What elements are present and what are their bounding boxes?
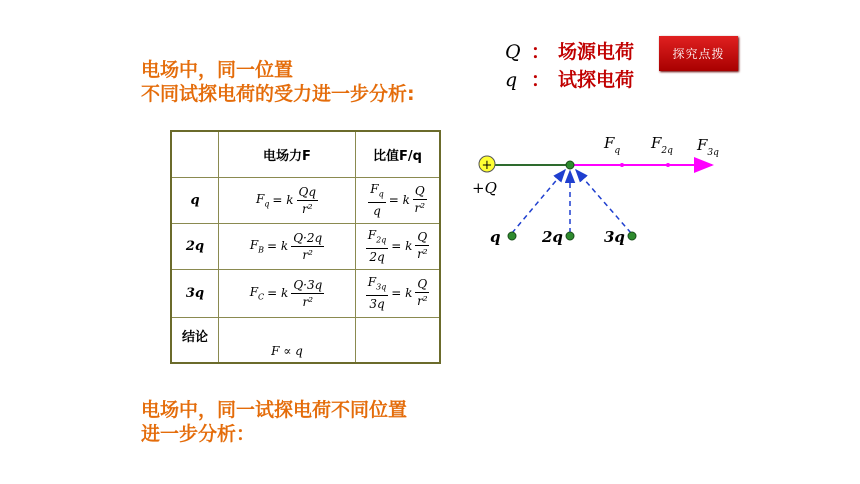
force-label [603,134,620,156]
equals-k: = k [267,286,289,300]
symbol-q: q [505,69,518,91]
charge-label: 2q [542,228,563,246]
force-symbol: F [249,237,259,252]
ratio-rhs-denominator: r² [417,294,428,309]
equals-k: = k [388,192,410,207]
force-numerator: Qq [298,184,317,199]
charge-label: q [490,228,501,246]
force-symbol: F [249,284,259,299]
row-label: q [171,177,219,223]
force-label-main: F [651,134,662,152]
legend-test-label: 试探电荷 [558,69,635,91]
legend-colon: ： [531,69,551,91]
heading-line: 不同试探电荷的受力进一步分析: [141,83,415,105]
force-label [650,134,673,156]
ratio-rhs-denominator: r² [417,247,428,262]
symbol-Q: Q [505,41,521,63]
force-numerator: Q·3q [293,277,323,292]
heading-line: 进一步分析： [141,423,256,445]
dashed-move-arrow [512,170,565,233]
ratio-force-subscript: 2q [376,235,387,245]
source-charge-label: +Q [472,179,497,197]
force-subscript: B [258,245,265,255]
ratio-denominator: 3q [369,297,385,312]
conclusion-value: F ∝ q [219,317,356,363]
ratio-force-symbol: F [370,181,379,196]
force-denominator: r² [302,294,314,309]
ratio-rhs-numerator: Q [417,277,428,292]
test-charge-2q [566,232,574,240]
ratio-rhs-denominator: r² [414,201,426,216]
ratio-force-subscript: 3q [376,282,387,292]
heading-line: 电场中，同一位置 [141,59,294,81]
conclusion-label: 结论 [171,317,219,363]
ratio-denominator: q [373,204,381,219]
row-label: 3q [171,269,219,317]
header-cell-force: 电场力F [219,131,356,177]
ratio-force-symbol: F [367,227,377,242]
test-charge-3q [628,232,636,240]
force-label-sub: q [614,146,621,156]
equals-k: = k [272,193,294,207]
source-plus-sign: + [481,158,493,173]
equals-k: = k [267,239,289,253]
force-tip-marker [620,163,624,167]
ratio-rhs-numerator: Q [417,230,428,245]
legend-colon: ： [531,41,551,63]
test-charge-q [508,232,516,240]
force-subscript: q [264,199,270,209]
ratio-force-symbol: F [367,274,377,289]
force-label-main: F [604,134,615,152]
explore-hint-button[interactable]: 探究点拨 [659,36,738,71]
force-tip-marker [666,163,670,167]
force-denominator: r² [302,247,313,262]
charge-label: 3q [604,228,625,246]
ratio-force-subscript: q [378,189,384,199]
force-label [696,136,719,158]
equals-k: = k [391,238,413,253]
force-symbol: F [255,191,265,206]
force-denominator: r² [302,201,313,216]
force-subscript: C [258,292,265,302]
header-cell-ratio: 比值F/q [356,131,441,177]
heading-line: 电场中，同一试探电荷不同位置 [141,399,408,421]
heading-same-charge [141,398,407,446]
legend-source-label: 场源电荷 [558,41,635,63]
force-label-sub: 3q [707,148,719,158]
force-label-main: F [697,136,708,154]
dashed-move-arrow [576,170,631,233]
equals-k: = k [391,285,413,300]
ratio-denominator: 2q [369,250,385,265]
ratio-rhs-numerator: Q [414,184,425,199]
force-label-sub: 2q [661,146,673,156]
row-label: 2q [171,223,219,269]
force-numerator: Q·2q [293,230,323,245]
test-charge-at-point [566,161,574,169]
